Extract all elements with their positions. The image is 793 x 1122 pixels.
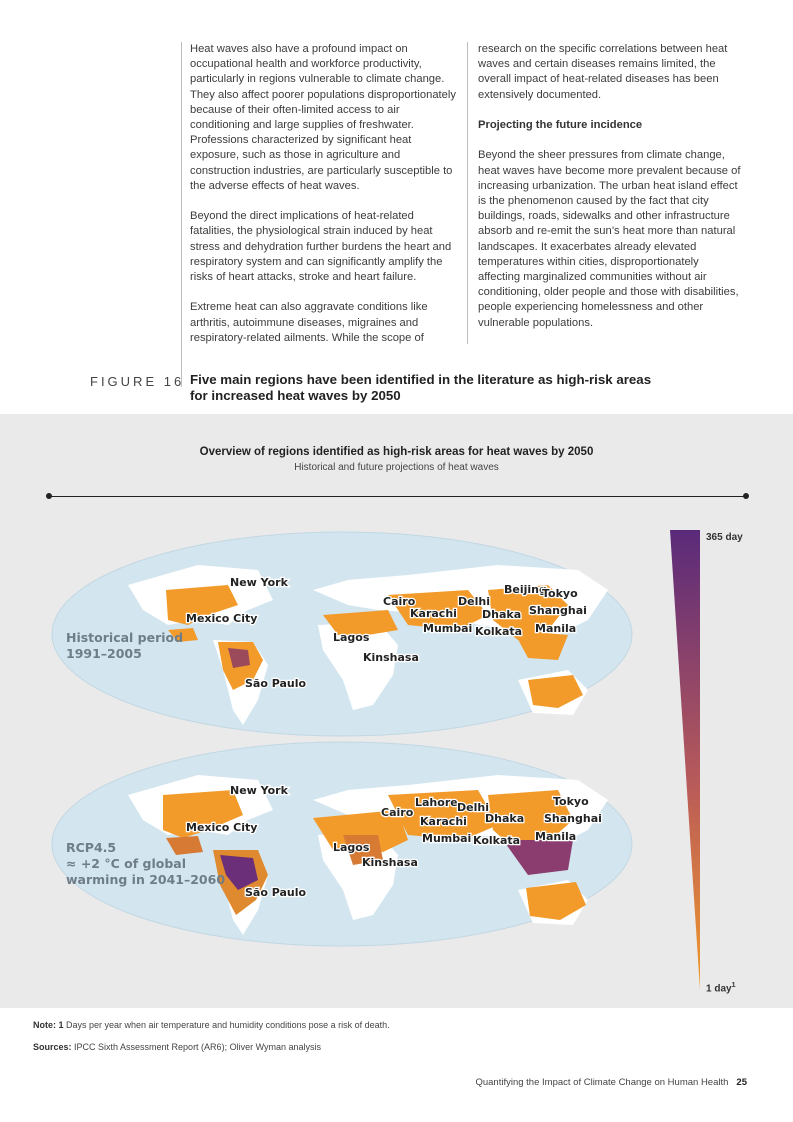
- figure-title: Five main regions have been identified in the literature as high-risk areas for increased heat waves by 2050: [190, 372, 652, 403]
- world-map-historical: [48, 530, 636, 738]
- city-label: Kinshasa: [363, 651, 419, 664]
- section-subheading: Projecting the future incidence: [478, 119, 643, 131]
- map-period-label: warming in 2041–2060: [66, 872, 226, 887]
- city-label: Cairo: [381, 806, 414, 819]
- page-number: 25: [736, 1077, 747, 1088]
- city-label: Kolkata: [475, 625, 523, 638]
- city-label: New York: [230, 576, 288, 589]
- city-label: Mexico City: [186, 612, 258, 625]
- map-period-label: RCP4.5: [66, 840, 117, 855]
- city-label: Shanghai: [529, 604, 587, 617]
- paragraph: Extreme heat can also aggravate conditions like arthritis, autoimmune diseases, migraines and respiratory-related ailments. While the scope of: [190, 301, 428, 344]
- map-period-label: 1991–2005: [66, 646, 142, 661]
- map-historical: [48, 530, 636, 738]
- map-rcp45: [48, 740, 636, 948]
- city-label: Shanghai: [544, 812, 602, 825]
- body-column-right: [478, 42, 743, 346]
- body-column-left: [190, 42, 458, 361]
- city-label: Lahore: [415, 796, 458, 809]
- city-label: Cairo: [383, 595, 416, 608]
- city-label: Manila: [535, 830, 577, 843]
- world-map-rcp45: [48, 740, 636, 948]
- city-label: Beijing: [504, 583, 547, 596]
- city-label: São Paulo: [245, 677, 307, 690]
- city-label: Kinshasa: [362, 856, 418, 869]
- figure-label: FIGURE 16: [90, 374, 185, 389]
- city-label: Delhi: [457, 801, 489, 814]
- city-label: Lagos: [333, 631, 370, 644]
- city-label: São Paulo: [245, 886, 307, 899]
- city-label: Mexico City: [186, 821, 258, 834]
- color-scale-bar: [670, 530, 700, 990]
- city-label: Dhaka: [482, 608, 522, 621]
- city-label: Karachi: [410, 607, 457, 620]
- city-label: Manila: [535, 622, 577, 635]
- city-label: Mumbai: [422, 832, 472, 845]
- city-label: Delhi: [458, 595, 490, 608]
- paragraph: Beyond the direct implications of heat-related fatalities, the physiological strain induced by heat stress and dehydration further burdens the heart and respiratory system and can significantly amplify the risks of heart attacks, stroke and heart failure.: [190, 210, 452, 284]
- paragraph: research on the specific correlations between heat waves and certain diseases remains limited, the overall impact of heat-related diseases has been extensively documented.: [478, 43, 728, 101]
- city-label: Karachi: [420, 815, 467, 828]
- city-label: Tokyo: [553, 795, 589, 808]
- figure-panel: [0, 414, 793, 1008]
- scale-min-label: 1 day$^1$: [706, 982, 736, 995]
- city-label: Mumbai: [423, 622, 473, 635]
- timeline-end-dot: [743, 493, 749, 499]
- column-divider-left: [181, 42, 182, 387]
- map-period-label: ≈ +2 °C of global: [66, 856, 186, 871]
- panel-subtitle: Historical and future projections of heat waves: [294, 462, 499, 473]
- city-label: Dhaka: [485, 812, 525, 825]
- page-footer: [475, 1077, 747, 1088]
- city-label: Kolkata: [473, 834, 521, 847]
- footer-title: Quantifying the Impact of Climate Change on Human Health: [475, 1077, 729, 1088]
- paragraph: Beyond the sheer pressures from climate change, heat waves have become more prevalent because of increasing urbanization. The urban heat island effect is the phenomenon caused by the fact that city buildings, roads, sidewalks and other infrastructure absorb and re-emit the sun’s heat more than natural landscapes. It exacerbates already elevated temperatures within cities, disproportionately affecting marginalized communities without air conditioning, older people and those with disabilities, people experiencing homelessness and other vulnerable populations.: [478, 149, 741, 329]
- column-divider-right: [467, 42, 468, 344]
- paragraph: Heat waves also have a profound impact on occupational health and workforce productivity, particularly in regions vulnerable to climate change. They also affect poorer populations disproportionately because of their often-limited access to air conditioning and large supplies of freshwater. Professions characterized by significant heat exposure, such as those in agriculture and construction industries, are particularly susceptible to the adverse effects of heat waves.: [190, 43, 456, 192]
- map-period-label: Historical period: [66, 630, 184, 645]
- timeline-rule: [48, 496, 746, 497]
- city-label: New York: [230, 784, 288, 797]
- panel-title: Overview of regions identified as high-risk areas for heat waves by 2050: [199, 446, 594, 458]
- scale-max-label: 365 day: [706, 532, 743, 543]
- city-label: Tokyo: [542, 587, 578, 600]
- figure-sources: Sources: IPCC Sixth Assessment Report (AR6); Oliver Wyman analysis: [33, 1042, 322, 1052]
- city-label: Lagos: [333, 841, 370, 854]
- figure-note: Note: 1 Days per year when air temperature and humidity conditions pose a risk of death.: [33, 1020, 390, 1030]
- timeline-start-dot: [46, 493, 52, 499]
